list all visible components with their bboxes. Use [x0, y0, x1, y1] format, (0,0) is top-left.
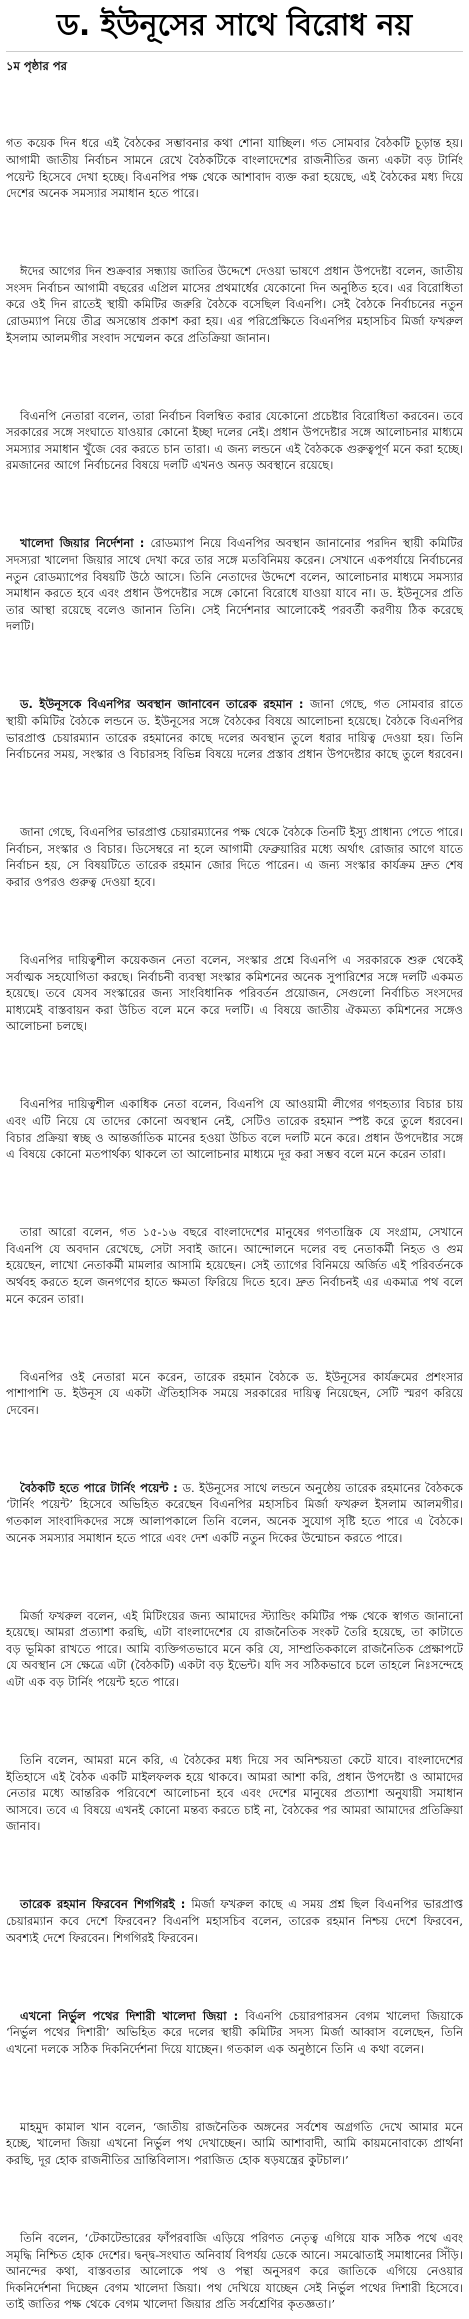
- paragraph-text: রোডম্যাপ নিয়ে বিএনপির অবস্থান জানানোর পরদিন স্থায়ী কমিটির সদস্যরা খালেদা জিয়ার সাথে দেখা করে তার সঙ্গে মতবিনিময় করেন। সেখানে একপর্যায়ে নির্বাচনের নতুন রোডম্যাপের বিষয়টি উঠে আসে। তিনি নেতাদের উদ্দেশে বলেন, আলোচনার মাধ্যমে সমস্যার সমাধান করতে হবে এবং প্রধান উপদেষ্টার সঙ্গে কোনো বিরোধে যাওয়া যাবে না। ড. ইউনূসের প্রতি তার আস্থা রয়েছে বলেও জানান তিনি। সেই নির্দেশনার আলোকেই পরবর্তী করণীয় ঠিক করেছে দলটি।: [6, 536, 463, 634]
- paragraph-text: ঈদের আগের দিন শুক্রবার সন্ধ্যায় জাতির উদ্দেশে দেওয়া ভাষণে প্রধান উপদেষ্টা বলেন, জাতীয় সংসদ নির্বাচন আগামী বছরের এপ্রিল মাসের প্রথমার্ধের যেকোনো দিন অনুষ্ঠিত হবে। এর বিরোধিতা করে ওই দিন রাতেই স্থায়ী কমিটির জরুরি বৈঠকে বসেছিল বিএনপি। সেই বৈঠকে নির্বাচনের নতুন রোডম্যাপ নিয়ে তীব্র অসন্তোষ প্রকাশ করা হয়। এর পরিপ্রেক্ষিতে বিএনপির মহাসচিব মির্জা ফখরুল ইসলাম আলমগীর সংবাদ সম্মেলন করে প্রতিক্রিয়া জানান।: [6, 264, 463, 345]
- section-subhead: ড. ইউনূসকে বিএনপির অবস্থান জানাবেন তারেক রহমান :: [20, 697, 310, 712]
- article-paragraph: [6, 1224, 463, 1307]
- paragraph-text: বিএনপি নেতারা বলেন, তারা নির্বাচন বিলম্বিত করার যেকোনো প্রচেষ্টার বিরোধিতা করবেন। তবে সরকারের সঙ্গে সংঘাতে যাওয়ার কোনো ইচ্ছা দলের নেই। প্রধান উপদেষ্টার সঙ্গে আলোচনার মাধ্যমে সমস্যার সমাধান খুঁজে বের করতে চান তারা। এ জন্য লন্ডনে এই বৈঠককে গুরুত্বপূর্ণ মনে করা হচ্ছে। রমজানের আগে নির্বাচনের বিষয়ে দলটি এখনও অনড় অবস্থানে রয়েছে।: [6, 408, 463, 473]
- article-paragraph: [6, 535, 463, 635]
- article-paragraph: [6, 135, 463, 201]
- headline: ড. ইউনূসের সাথে বিরোধ নয়: [6, 6, 463, 52]
- paragraph-text: মির্জা ফখরুল কাছে এ সময় প্রশ্ন ছিল বিএনপির ভারপ্রাপ্ত চেয়ারম্যান কবে দেশে ফিরবেন? বিএনপি মহাসচিব বলেন, তারেক রহমান নিশ্চয় দেশে ফিরবেন, অবশ্যই দেশে ফিরবেন। শিগগিরই ফিরবেন।: [6, 1897, 463, 1945]
- paragraph-text: গত কয়েক দিন ধরে এই বৈঠকের সম্ভাবনার কথা শোনা যাচ্ছিল। গত সোমবার বৈঠকটি চূড়ান্ত হয়। আগামী জাতীয় নির্বাচন সামনে রেখে বৈঠকটিকে বাংলাদেশের রাজনীতির জন্য একটা বড় টার্নিং পয়েন্ট হিসেবে দেখা হচ্ছে। বিএনপির পক্ষ থেকে আশাবাদ ব্যক্ত করা হয়েছে, এই বৈঠকের মধ্য দিয়ে দেশের অনেক সমস্যার সমাধান হতে পারে।: [6, 136, 463, 201]
- article-paragraph: [6, 2119, 463, 2169]
- paragraph-text: তারা আরো বলেন, গত ১৫-১৬ বছরে বাংলাদেশের মানুষের গণতান্ত্রিক যে সংগ্রাম, সেখানে বিএনপি যে অবদান রেখেছে, সেটা সবাই জানে। আন্দোলনে দলের বহু নেতাকর্মী নিহত ও গুম হয়েছেন, লাখো নেতাকর্মী মামলার আসামি হয়েছেন। সেই ত্যাগের বিনিময়ে অর্জিত এই পরিবর্তনকে অর্থবহ করতে হলে জনগণের হাতে ক্ষমতা ফিরিয়ে দিতে হবে। দ্রুত নির্বাচনই এর একমাত্র পথ বলে মনে করেন তারা।: [6, 1225, 463, 1306]
- paragraph-text: মাহমুদ কামাল খান বলেন, ‘জাতীয় রাজনৈতিক অঙ্গনের সর্বশেষ অগ্রগতি দেখে আমার মনে হচ্ছে, খালেদা জিয়া এখনো নির্ভুল পথ দেখাচ্ছেন। আমি আশাবাদী, আমি কায়মনোবাক্যে প্রার্থনা করছি, দূর হোক রাজনীতির ভ্রান্তিবিলাস। পরাজিত হোক ষড়যন্ত্রের কুটচাল।’: [6, 2119, 463, 2167]
- paragraph-text: মির্জা ফখরুল বলেন, এই মিটিংয়ের জন্য আমাদের স্ট্যান্ডিং কমিটির পক্ষ থেকে স্বাগত জানানো হয়েছে। আমরা প্রত্যাশা করছি, এটা বাংলাদেশের যে রাজনৈতিক সংকট তৈরি হয়েছে, তা কাটাতে বড় ভূমিকা রাখতে পারে। আমি ব্যক্তিগতভাবে মনে করি যে, সাম্প্রতিককালে রাজনৈতিক প্রেক্ষাপটে যে অবস্থান সে ক্ষেত্রে এটা (বৈঠকটি) একটা বড় ইভেন্ট। যদি সব সঠিকভাবে চলে তাহলে নিঃসন্দেহে এটা এক বড় টার্নিং পয়েন্ট হতে পারে।: [6, 1608, 463, 1689]
- article-paragraph: [6, 1480, 463, 1546]
- continued-from-label: ১ম পৃষ্ঠার পর: [6, 59, 67, 73]
- article-paragraph: [6, 2230, 463, 2313]
- paragraph-text: তিনি বলেন, আমরা মনে করি, এ বৈঠকের মধ্য দিয়ে সব অনিশ্চয়তা কেটে যাবে। বাংলাদেশের ইতিহাসে এই বৈঠক একটি মাইলফলক হয়ে থাকবে। আমরা আশা করি, প্রধান উপদেষ্টা ও আমাদের নেতার মধ্যে আন্তরিক পরিবেশে আলোচনা হবে এবং দেশের মানুষের প্রত্যাশা অনুযায়ী সমাধান আসবে। তবে এ বিষয়ে এখনই কোনো মন্তব্য করতে চাই না, বৈঠকের পর আমরা আমাদের প্রতিক্রিয়া জানাব।: [6, 1752, 463, 1834]
- article-paragraph: [6, 1896, 463, 1946]
- paragraph-text: তিনি বলেন, ‘টেকাটেন্ডারের ফাঁপরবাজি এড়িয়ে পরিণত নেতৃত্ব এগিয়ে যাক সঠিক পথে এবং সমৃদ্ধি নিশ্চিত হোক দেশের। দ্বন্দ্ব-সংঘাত অনিবার্য বিপর্যয় ডেকে আনে। সমঝোতাই সমাধানের সিঁড়ি। আনন্দের কথা, বাস্তবতার আলোকে পথ ও পন্থা অনুসরণ করে জাতিকে এগিয়ে নেওয়ার দিকনির্দেশনা দিচ্ছেন বেগম খালেদা জিয়া। পথ দেখিয়ে যাচ্ছেন সেই নির্ভুল পথের দিশারী হিসেবে। তাই জাতির পক্ষ থেকে বেগম খালেদা জিয়ার প্রতি সর্বশ্রেণির কৃতজ্ঞতা।’: [6, 2230, 463, 2312]
- paragraph-text: বিএনপির দায়িত্বশীল কয়েকজন নেতা বলেন, সংস্কার প্রশ্নে বিএনপি এ সরকারকে শুরু থেকেই সর্বাত্মক সহযোগিতা করছে। নির্বাচনী ব্যবস্থা সংস্কার কমিশনের অনেক সুপারিশের সঙ্গে দলটি একমত হয়েছে। তবে যেসব সংস্কারের জন্য সাংবিধানিক পরিবর্তন প্রয়োজন, সেগুলো নির্বাচিত সংসদের মাধ্যমেই বাস্তবায়ন করা উচিত বলে মনে করে দলটি। এ বিষয়ে জাতীয় ঐকমত্য কমিশনের সঙ্গেও আলোচনা চলছে।: [6, 952, 463, 1034]
- article-paragraph: [6, 696, 463, 762]
- article-paragraph: [6, 1369, 463, 1419]
- article-paragraph: [6, 952, 463, 1035]
- article-paragraph: [6, 2008, 463, 2058]
- section-subhead: বৈঠকটি হতে পারে টার্নিং পয়েন্ট :: [20, 1480, 183, 1495]
- section-subhead: এখনো নির্ভুল পথের দিশারী খালেদা জিয়া :: [20, 2008, 246, 2023]
- article-paragraph: [6, 1608, 463, 1691]
- article-paragraph: [6, 824, 463, 890]
- paragraph-text: বিএনপির দায়িত্বশীল একাধিক নেতা বলেন, বিএনপি যে আওয়ামী লীগের গণহত্যার বিচার চায় এবং এটি নিয়ে যে তাদের কোনো অবস্থান নেই, সেটিও তারেক রহমান স্পষ্ট করে তুলে ধরবেন। বিচার প্রক্রিয়া স্বচ্ছ ও আন্তর্জাতিক মানের হওয়া উচিত বলে দলটি মনে করে। প্রধান উপদেষ্টার সঙ্গে এ বিষয়ে কোনো মতপার্থক্য থাকলে তা আলোচনার মাধ্যমে দূর করা সম্ভব বলে মনে করেন তারা।: [6, 1097, 463, 1162]
- article-body: [6, 58, 463, 2313]
- paragraph-text: জানা গেছে, বিএনপির ভারপ্রাপ্ত চেয়ারম্যানের পক্ষ থেকে বৈঠকে তিনটি ইস্যু প্রাধান্য পেতে পারে। নির্বাচন, সংস্কার ও বিচার। ডিসেম্বরে না হলে আগামী ফেব্রুয়ারির মধ্যে অর্থাৎ রোজার আগে যাতে নির্বাচন হয়, সে বিষয়টিতে তারেক রহমান জোর দিতে পারেন। এ জন্য সংস্কার কার্যক্রম দ্রুত শেষ করার ওপরও গুরুত্ব দেওয়া হবে।: [6, 825, 463, 889]
- paragraph-text: জানা গেছে, গত সোমবার রাতে স্থায়ী কমিটির বৈঠকে লন্ডনে ড. ইউনূসের সঙ্গে বৈঠকের বিষয়ে আলোচনা হয়েছে। বৈঠকে বিএনপির ভারপ্রাপ্ত চেয়ারম্যান তারেক রহমানের কাছে দলের অবস্থান তুলে ধরার দায়িত্ব দেওয়া হয়। তিনি নির্বাচনের সময়, সংস্কার ও বিচারসহ বিভিন্ন বিষয়ে দলের প্রস্তাব প্রধান উপদেষ্টার কাছে তুলে ধরবেন।: [6, 697, 463, 762]
- paragraph-text: ড. ইউনূসের সাথে লন্ডনে অনুষ্ঠেয় তারেক রহমানের বৈঠককে ‘টার্নিং পয়েন্ট’ হিসেবে অভিহিত করেছেন বিএনপির মহাসচিব মির্জা ফখরুল ইসলাম আলমগীর। গতকাল সাংবাদিকদের সঙ্গে আলাপকালে তিনি বলেন, অনেক সুযোগ সৃষ্টি হতে পারে এ বৈঠকে। অনেক সমস্যার সমাধান হতে পারে এবং দেশ একটি নতুন দিকের উন্মোচন করতে পারে।: [6, 1480, 463, 1545]
- paragraph-text: বিএনপি চেয়ারপারসন বেগম খালেদা জিয়াকে ‘নির্ভুল পথের দিশারী’ অভিহিত করে দলের স্থায়ী কমিটির সদস্য মির্জা আব্বাস বলেছেন, তিনি এখনো দলকে সঠিক দিকনির্দেশনা দিয়ে যাচ্ছেন। গতকাল এক অনুষ্ঠানে তিনি এ কথা বলেন।: [6, 2008, 463, 2056]
- article-paragraph: [6, 408, 463, 474]
- paragraph-text: বিএনপির ওই নেতারা মনে করেন, তারেক রহমান বৈঠকে ড. ইউনূসের কার্যক্রমের প্রশংসার পাশাপাশি ড. ইউনূস যে একটা ঐতিহাসিক সময়ে সরকারের দায়িত্ব নিয়েছেন, সেটি স্মরণ করিয়ে দেবেন।: [6, 1369, 463, 1417]
- section-subhead: তারেক রহমান ফিরবেন শিগগিরই :: [20, 1897, 192, 1912]
- article-paragraph: [6, 1752, 463, 1835]
- article-paragraph: [6, 1096, 463, 1162]
- section-subhead: খালেদা জিয়ার নির্দেশনা :: [20, 536, 151, 551]
- article-paragraph: [6, 263, 463, 346]
